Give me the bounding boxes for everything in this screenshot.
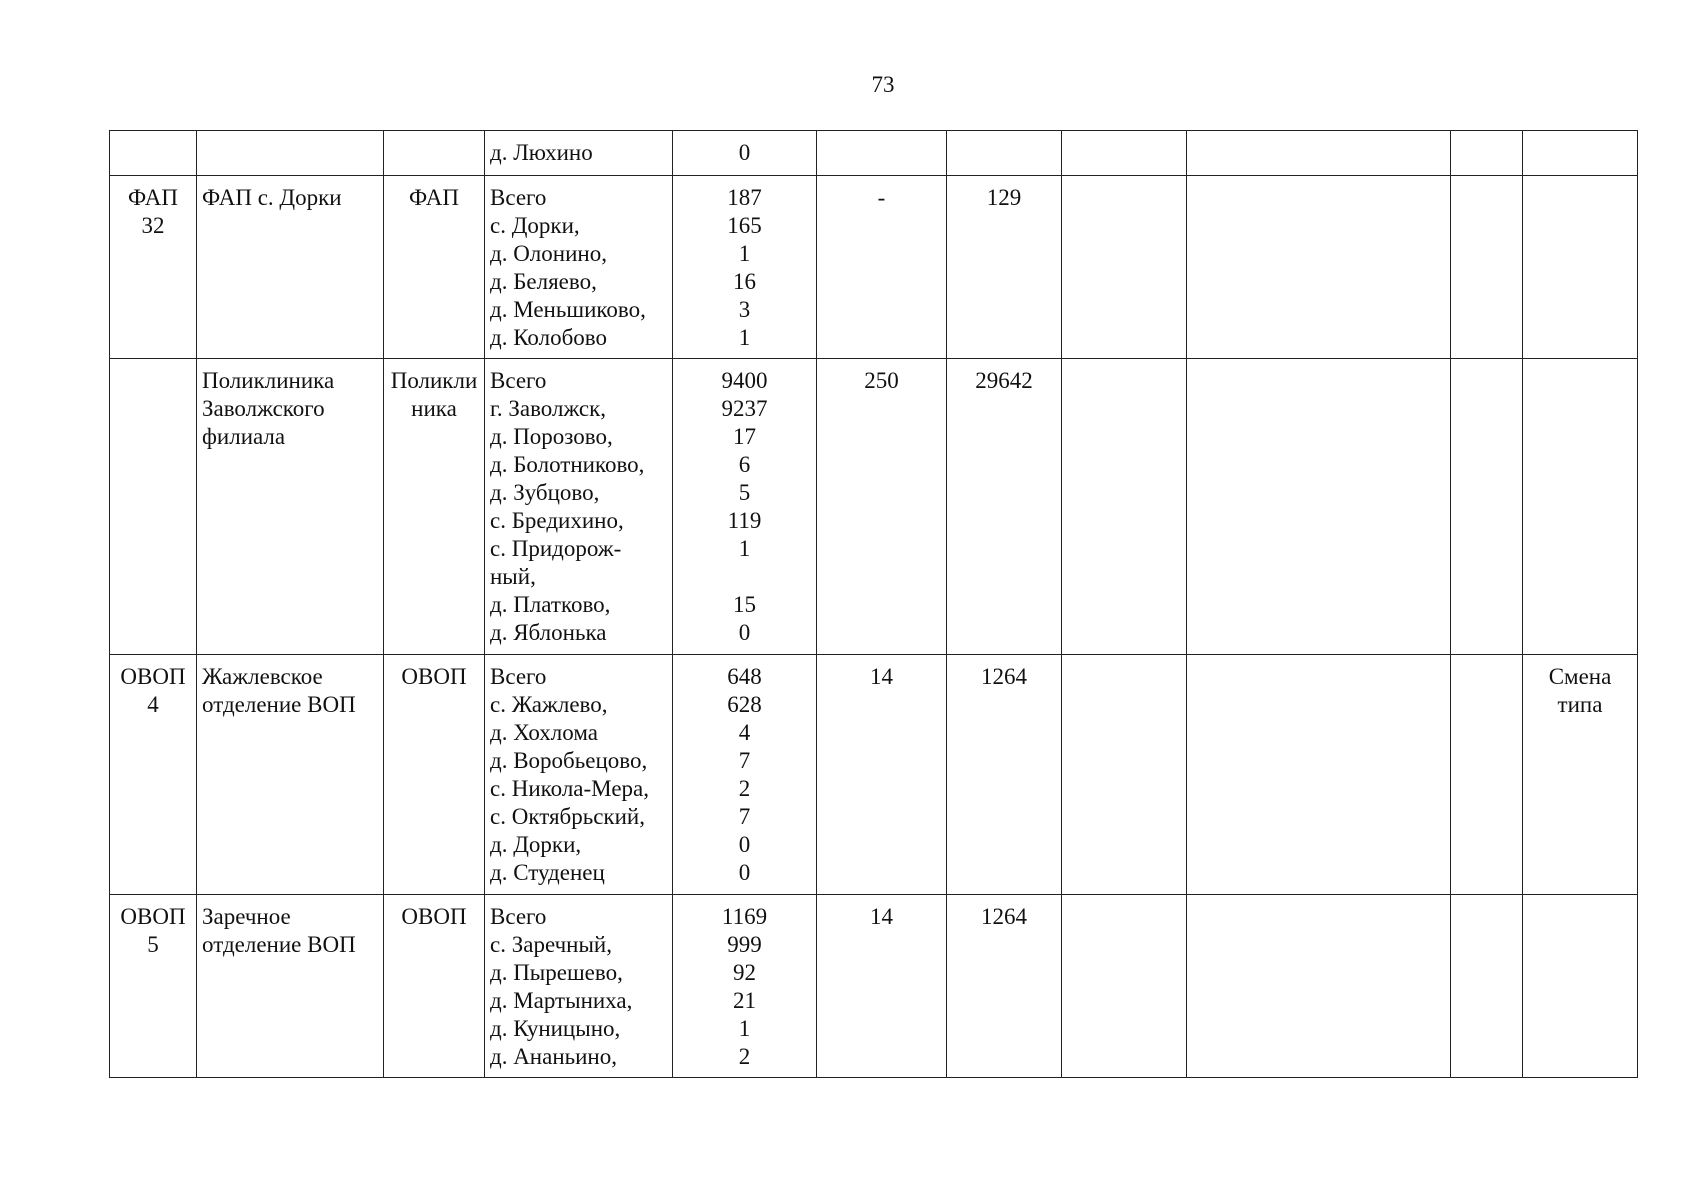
settlement-name: д. Олонино, (490, 241, 607, 266)
facility-code-cell (110, 131, 197, 176)
population-value: 648 (727, 664, 762, 689)
settlement-name: ный, (490, 564, 536, 589)
population-cell (673, 131, 817, 176)
population-value: 0 (738, 620, 751, 645)
column-9-cell (1187, 895, 1451, 1078)
settlements-cell (485, 131, 673, 176)
settlement-name: Всего (490, 185, 547, 210)
settlement-name: д. Куницыно, (490, 1016, 621, 1041)
note-cell (1523, 176, 1638, 359)
population-cell (673, 359, 817, 655)
settlement-name: д. Ананьино, (490, 1044, 617, 1069)
population-value: 0 (738, 832, 751, 857)
facility-name-cell (197, 131, 384, 176)
population-cell (673, 655, 817, 895)
settlement-name: д. Колобово (490, 325, 607, 350)
settlement-name: Всего (490, 664, 547, 689)
population-value (678, 563, 811, 591)
column-7-cell: 1264 (947, 655, 1062, 895)
settlement-name: с. Дорки, (490, 213, 580, 238)
column-8-cell (1062, 895, 1187, 1078)
settlement-name: с. Заречный, (490, 932, 612, 957)
note-cell (1523, 359, 1638, 655)
settlement-name: Всего (490, 368, 547, 393)
facility-code-cell: ОВОП 4 (110, 655, 197, 895)
column-9-cell (1187, 655, 1451, 895)
table-row (110, 176, 1638, 359)
facility-name-cell: ФАП с. Дорки (197, 176, 384, 359)
column-6-cell: 14 (817, 895, 947, 1078)
column-10-cell (1451, 176, 1523, 359)
settlement-name: д. Платково, (490, 592, 611, 617)
population-value: 1169 (721, 904, 768, 929)
column-8-cell (1062, 176, 1187, 359)
population-value: 1 (738, 536, 751, 561)
settlement-name: д. Порозово, (490, 424, 613, 449)
facility-code-cell: ОВОП 5 (110, 895, 197, 1078)
population-value: 15 (733, 592, 756, 617)
population-value: 16 (733, 269, 756, 294)
column-7-cell (947, 131, 1062, 176)
population-cell (673, 176, 817, 359)
facility-type-cell: ФАП (384, 176, 485, 359)
population-value: 1 (738, 1016, 751, 1041)
population-value: 9400 (721, 368, 768, 393)
population-cell (673, 895, 817, 1078)
settlement-name: д. Студенец (490, 860, 605, 885)
page-number: 73 (871, 72, 895, 97)
settlement-name: Всего (490, 904, 547, 929)
settlement-name: д. Дорки, (490, 832, 582, 857)
facility-type-cell: ОВОП (384, 655, 485, 895)
settlement-name: с. Октябрьский, (490, 804, 645, 829)
population-value: 3 (738, 297, 751, 322)
settlement-name: с. Никола-Мера, (490, 776, 649, 801)
settlement-name: д. Люхино (490, 140, 593, 165)
population-value: 7 (738, 748, 751, 773)
column-6-cell: 250 (817, 359, 947, 655)
column-10-cell (1451, 655, 1523, 895)
column-8-cell (1062, 131, 1187, 176)
table-row (110, 359, 1638, 655)
column-7-cell: 1264 (947, 895, 1062, 1078)
table-row (110, 655, 1638, 895)
facility-type-cell: ОВОП (384, 895, 485, 1078)
settlement-name: д. Меньшиково, (490, 297, 646, 322)
settlement-name: с. Придорож- (490, 536, 622, 561)
population-value: 17 (733, 424, 756, 449)
population-value: 0 (738, 140, 751, 165)
population-value: 9237 (721, 396, 768, 421)
settlement-name: д. Пырешево, (490, 960, 623, 985)
settlement-name: с. Бредихино, (490, 508, 624, 533)
settlement-name: д. Воробьецово, (490, 748, 648, 773)
column-9-cell (1187, 131, 1451, 176)
column-8-cell (1062, 359, 1187, 655)
note-cell (1523, 895, 1638, 1078)
population-value: 6 (738, 452, 751, 477)
facility-name-cell: Заречное отделение ВОП (197, 895, 384, 1078)
population-value: 5 (738, 480, 751, 505)
column-6-cell (817, 131, 947, 176)
note-cell (1523, 131, 1638, 176)
population-value: 119 (727, 508, 762, 533)
population-value: 4 (738, 720, 751, 745)
settlements-cell (485, 176, 673, 359)
population-value: 999 (727, 932, 762, 957)
table-row (110, 131, 1638, 176)
column-9-cell (1187, 359, 1451, 655)
facility-name-cell: Поликлиника Заволжского филиала (197, 359, 384, 655)
population-value: 628 (727, 692, 762, 717)
settlements-cell (485, 895, 673, 1078)
settlements-cell (485, 359, 673, 655)
column-10-cell (1451, 131, 1523, 176)
note-cell: Смена типа (1523, 655, 1638, 895)
table-row (110, 895, 1638, 1078)
settlements-cell (485, 655, 673, 895)
population-value: 7 (738, 804, 751, 829)
population-value: 2 (738, 1044, 751, 1069)
column-10-cell (1451, 895, 1523, 1078)
population-value: 187 (727, 185, 762, 210)
settlement-name: д. Мартыниха, (490, 988, 633, 1013)
column-7-cell: 129 (947, 176, 1062, 359)
population-value: 1 (738, 241, 751, 266)
facility-code-cell (110, 359, 197, 655)
settlement-name: с. Жажлево, (490, 692, 608, 717)
settlement-name: д. Яблонька (490, 620, 607, 645)
facility-type-cell: Поликли ника (384, 359, 485, 655)
population-value: 1 (738, 325, 751, 350)
population-value: 165 (727, 213, 762, 238)
column-7-cell: 29642 (947, 359, 1062, 655)
settlement-name: г. Заволжск, (490, 396, 607, 421)
facility-type-cell (384, 131, 485, 176)
population-value: 21 (733, 988, 756, 1013)
column-8-cell (1062, 655, 1187, 895)
column-9-cell (1187, 176, 1451, 359)
population-value: 0 (738, 860, 751, 885)
population-value: 92 (733, 960, 756, 985)
settlement-name: д. Хохлома (490, 720, 598, 745)
facility-code-cell: ФАП 32 (110, 176, 197, 359)
settlement-name: д. Беляево, (490, 269, 597, 294)
facility-name-cell: Жажлевское отделение ВОП (197, 655, 384, 895)
column-6-cell: 14 (817, 655, 947, 895)
settlement-name: д. Зубцово, (490, 480, 600, 505)
settlement-name: д. Болотниково, (490, 452, 645, 477)
facilities-table (109, 130, 1638, 1078)
population-value: 2 (738, 776, 751, 801)
column-10-cell (1451, 359, 1523, 655)
column-6-cell: - (817, 176, 947, 359)
